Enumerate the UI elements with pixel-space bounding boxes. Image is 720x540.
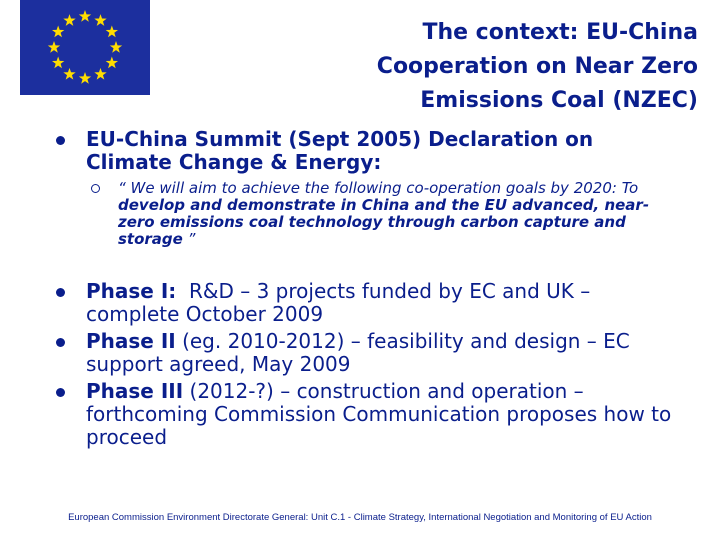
title-line-2: Cooperation on Near Zero: [376, 54, 698, 79]
bullet-phase-1: [54, 280, 674, 326]
quote-body: develop and demonstrate in China and the EU advanced, near-zero emissions coal technology through carbon capture and storage: [118, 196, 650, 248]
phase-1-label: Phase I:: [86, 279, 177, 303]
eu-star-icon: [48, 41, 60, 53]
eu-star-icon: [63, 14, 75, 26]
eu-star-icon: [106, 26, 118, 38]
eu-star-icon: [52, 57, 64, 69]
eu-star-icon: [79, 10, 91, 22]
eu-flag-stars: [20, 0, 150, 95]
quote-close: ”: [182, 230, 196, 248]
phase-3-label: Phase III: [86, 379, 184, 403]
bullet-dot: [56, 136, 65, 145]
bullet-dot: [56, 338, 65, 347]
phase-2-text: (eg. 2010-2012) – feasibility and design – EC support agreed, May 2009: [86, 329, 630, 376]
eu-star-icon: [94, 14, 106, 26]
quote-open: “ We will aim to achieve the following co-operation goals by 2020: To: [118, 179, 639, 197]
bullet-dot: [56, 288, 65, 297]
bullet-summit: [54, 128, 674, 174]
phase-1-text: R&D – 3 projects funded by EC and UK – complete October 2009: [86, 279, 597, 326]
eu-flag-icon: [20, 0, 150, 95]
slide-content: [54, 128, 674, 453]
phase-3-text: (2012-?) – construction and operation – forthcoming Commission Communication proposes how to proceed: [86, 379, 672, 449]
sub-bullet-ring-icon: [91, 184, 100, 193]
eu-star-icon: [63, 68, 75, 80]
eu-star-icon: [52, 26, 64, 38]
bullet-phase-3: [54, 380, 674, 449]
eu-star-icon: [110, 41, 122, 53]
eu-star-icon: [94, 68, 106, 80]
eu-star-icon: [79, 72, 91, 84]
bullet-phase-2: [54, 330, 674, 376]
slide-title: [238, 16, 698, 118]
title-line-3: Emissions Coal (NZEC): [420, 88, 698, 113]
phase-2-label: Phase II: [86, 329, 176, 353]
bullet-dot: [56, 388, 65, 397]
summit-text: EU-China Summit (Sept 2005) Declaration on Climate Change & Energy:: [86, 127, 594, 174]
sub-bullet-quote: [54, 180, 674, 248]
eu-star-icon: [106, 57, 118, 69]
footer-text: European Commission Environment Directorate General: Unit C.1 - Climate Strategy, International Negotiation and Monitoring of EU Action: [68, 512, 652, 523]
title-line-1: The context: EU-China: [422, 20, 698, 45]
